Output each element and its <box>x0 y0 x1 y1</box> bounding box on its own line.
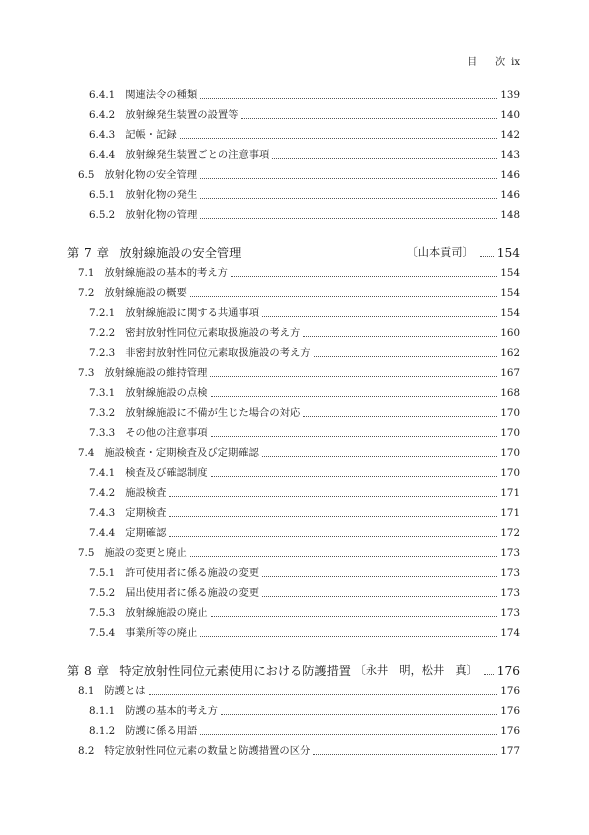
entry-title: 関連法令の種類 <box>125 89 198 101</box>
entry-title: 放射化物の発生 <box>125 189 198 201</box>
dot-leader <box>210 367 497 377</box>
toc-entry <box>89 400 520 420</box>
dot-leader <box>149 685 498 695</box>
dot-leader <box>262 447 498 457</box>
entry-title: 放射線施設に関する共通事項 <box>125 307 260 319</box>
entry-page: 167 <box>500 367 520 379</box>
entry-title: 施設検査・定期検査及び定期確認 <box>104 447 259 459</box>
entry-page: 176 <box>500 705 520 717</box>
entry-page: 170 <box>500 427 520 439</box>
chapter-entry <box>67 658 520 678</box>
toc-entry <box>89 320 520 340</box>
dot-leader <box>262 307 497 317</box>
entry-number: 7.4.3 <box>89 507 116 519</box>
entry-title: 放射線施設の概要 <box>104 287 187 299</box>
dot-leader <box>169 527 497 537</box>
dot-leader <box>480 247 494 257</box>
running-head <box>467 53 520 68</box>
dot-leader <box>169 507 497 517</box>
dot-leader <box>180 129 498 139</box>
chapter-number: 第 7 章 <box>67 246 110 260</box>
dot-leader <box>241 109 497 119</box>
entry-number: 8.1 <box>78 685 95 697</box>
toc-entry <box>78 280 520 300</box>
dot-leader <box>211 427 498 437</box>
toc-entry <box>89 182 520 202</box>
toc-entry <box>89 202 520 222</box>
dot-leader <box>221 705 497 715</box>
dot-leader <box>200 169 497 179</box>
toc-entry <box>89 580 520 600</box>
entry-number: 7.4.2 <box>89 487 116 499</box>
entry-title: 非密封放射性同位元素取扱施設の考え方 <box>125 347 311 359</box>
dot-leader <box>272 149 497 159</box>
entry-page: 174 <box>500 627 520 639</box>
chapter-author: 〔山本貢司〕 <box>406 246 474 259</box>
entry-page: 176 <box>500 685 520 697</box>
entry-number: 6.5.2 <box>89 209 116 221</box>
entry-page: 173 <box>500 587 520 599</box>
entry-number: 6.4.4 <box>89 149 116 161</box>
entry-number: 7.3.1 <box>89 387 116 399</box>
toc-entry <box>78 440 520 460</box>
entry-number: 7.4.4 <box>89 527 116 539</box>
entry-page: 173 <box>500 547 520 559</box>
toc-entry <box>89 600 520 620</box>
toc-entry <box>89 142 520 162</box>
dot-leader <box>211 607 498 617</box>
entry-page: 170 <box>500 467 520 479</box>
entry-page: 148 <box>500 209 520 221</box>
toc-entry <box>78 360 520 380</box>
toc-entry <box>89 460 520 480</box>
dot-leader <box>200 725 497 735</box>
entry-page: 140 <box>500 109 520 121</box>
toc-entry <box>89 122 520 142</box>
toc-entry <box>78 540 520 560</box>
dot-leader <box>262 587 497 597</box>
entry-number: 8.1.1 <box>89 705 116 717</box>
entry-number: 7.2.1 <box>89 307 116 319</box>
entry-title: 放射線施設の基本的考え方 <box>104 267 228 279</box>
toc-entry <box>78 678 520 698</box>
entry-title: 許可使用者に係る施設の変更 <box>125 567 260 579</box>
entry-number: 8.2 <box>78 745 95 757</box>
entry-title: 記帳・記録 <box>125 129 177 141</box>
entry-number: 7.3.2 <box>89 407 116 419</box>
entry-page: 173 <box>500 607 520 619</box>
entry-title: 密封放射性同位元素取扱施設の考え方 <box>125 327 301 339</box>
entry-title: 放射線施設に不備が生じた場合の対応 <box>125 407 301 419</box>
entry-page: 143 <box>500 149 520 161</box>
entry-page: 142 <box>500 129 520 141</box>
entry-number: 7.4.1 <box>89 467 116 479</box>
toc-entry <box>78 738 520 758</box>
entry-number: 7.3.3 <box>89 427 116 439</box>
entry-number: 7.2.2 <box>89 327 116 339</box>
running-head-page: ix <box>511 57 520 68</box>
dot-leader <box>484 665 494 675</box>
entry-number: 7.2 <box>78 287 95 299</box>
entry-number: 7.5.1 <box>89 567 116 579</box>
toc-entry <box>89 380 520 400</box>
entry-page: 170 <box>500 447 520 459</box>
entry-number: 6.4.2 <box>89 109 116 121</box>
entry-title: 放射化物の安全管理 <box>104 169 198 181</box>
toc-entry <box>89 718 520 738</box>
entry-title: 届出使用者に係る施設の変更 <box>125 587 260 599</box>
entry-page: 176 <box>496 664 520 678</box>
running-head-label: 目 次 <box>467 57 510 68</box>
entry-title: 放射線施設の点検 <box>125 387 208 399</box>
entry-page: 154 <box>496 246 520 260</box>
entry-number: 6.5 <box>78 169 95 181</box>
toc-entry <box>78 260 520 280</box>
entry-page: 177 <box>500 745 520 757</box>
entry-number: 7.5.4 <box>89 627 116 639</box>
toc-entry <box>89 560 520 580</box>
chapter-entry <box>67 240 520 260</box>
toc-entry <box>89 420 520 440</box>
toc-entry <box>89 102 520 122</box>
entry-number: 7.1 <box>78 267 95 279</box>
dot-leader <box>314 347 498 357</box>
entry-page: 139 <box>500 89 520 101</box>
entry-number: 7.2.3 <box>89 347 116 359</box>
dot-leader <box>211 387 498 397</box>
toc-entry <box>89 300 520 320</box>
toc-entry <box>89 698 520 718</box>
entry-title: 施設の変更と廃止 <box>104 547 187 559</box>
entry-number: 6.4.1 <box>89 89 116 101</box>
dot-leader <box>231 267 497 277</box>
entry-number: 7.5 <box>78 547 95 559</box>
toc-entry <box>89 520 520 540</box>
dot-leader <box>200 627 497 637</box>
entry-title: 放射線施設の維持管理 <box>104 367 208 379</box>
entry-title: 特定放射性同位元素の数量と防護措置の区分 <box>104 745 311 757</box>
dot-leader <box>303 407 497 417</box>
dot-leader <box>200 89 497 99</box>
dot-leader <box>190 287 498 297</box>
entry-page: 146 <box>500 189 520 201</box>
entry-number: 6.5.1 <box>89 189 116 201</box>
entry-title: 定期検査 <box>125 507 167 519</box>
entry-title: 施設検査 <box>125 487 167 499</box>
entry-number: 7.5.2 <box>89 587 116 599</box>
dot-leader <box>169 487 497 497</box>
entry-number: 7.5.3 <box>89 607 116 619</box>
entry-page: 154 <box>500 307 520 319</box>
entry-title: 防護の基本的考え方 <box>125 705 218 717</box>
toc-entry <box>89 500 520 520</box>
toc-entry <box>78 162 520 182</box>
entry-page: 154 <box>500 267 520 279</box>
entry-page: 172 <box>500 527 520 539</box>
entry-title: 事業所等の廃止 <box>125 627 198 639</box>
entry-page: 170 <box>500 407 520 419</box>
entry-title: 防護とは <box>104 685 146 697</box>
toc-entry <box>89 82 520 102</box>
entry-page: 160 <box>500 327 520 339</box>
entry-page: 171 <box>500 487 520 499</box>
entry-page: 168 <box>500 387 520 399</box>
chapter-title: 放射線施設の安全管理 <box>119 246 242 260</box>
entry-title: 検査及び確認制度 <box>125 467 208 479</box>
entry-title: その他の注意事項 <box>125 427 208 439</box>
entry-page: 176 <box>500 725 520 737</box>
entry-page: 173 <box>500 567 520 579</box>
entry-page: 162 <box>500 347 520 359</box>
chapter-title: 特定放射性同位元素使用における防護措置 <box>119 664 351 678</box>
entry-number: 6.4.3 <box>89 129 116 141</box>
entry-page: 146 <box>500 169 520 181</box>
dot-leader <box>200 209 497 219</box>
toc-entry <box>89 620 520 640</box>
entry-number: 8.1.2 <box>89 725 116 737</box>
entry-title: 防護に係る用語 <box>125 725 198 737</box>
dot-leader <box>313 745 497 755</box>
dot-leader <box>211 467 498 477</box>
dot-leader <box>200 189 497 199</box>
chapter-author: 〔永井 明，松井 真〕 <box>354 664 478 677</box>
entry-title: 放射線発生装置ごとの注意事項 <box>125 149 270 161</box>
entry-number: 7.3 <box>78 367 95 379</box>
entry-title: 放射線発生装置の設置等 <box>125 109 239 121</box>
entry-page: 154 <box>500 287 520 299</box>
entry-title: 放射線施設の廃止 <box>125 607 208 619</box>
dot-leader <box>262 567 497 577</box>
dot-leader <box>303 327 497 337</box>
toc-entry <box>89 480 520 500</box>
toc-entry <box>89 340 520 360</box>
chapter-number: 第 8 章 <box>67 664 110 678</box>
entry-title: 定期確認 <box>125 527 167 539</box>
dot-leader <box>190 547 498 557</box>
entry-title: 放射化物の管理 <box>125 209 198 221</box>
entry-page: 171 <box>500 507 520 519</box>
entry-number: 7.4 <box>78 447 95 459</box>
